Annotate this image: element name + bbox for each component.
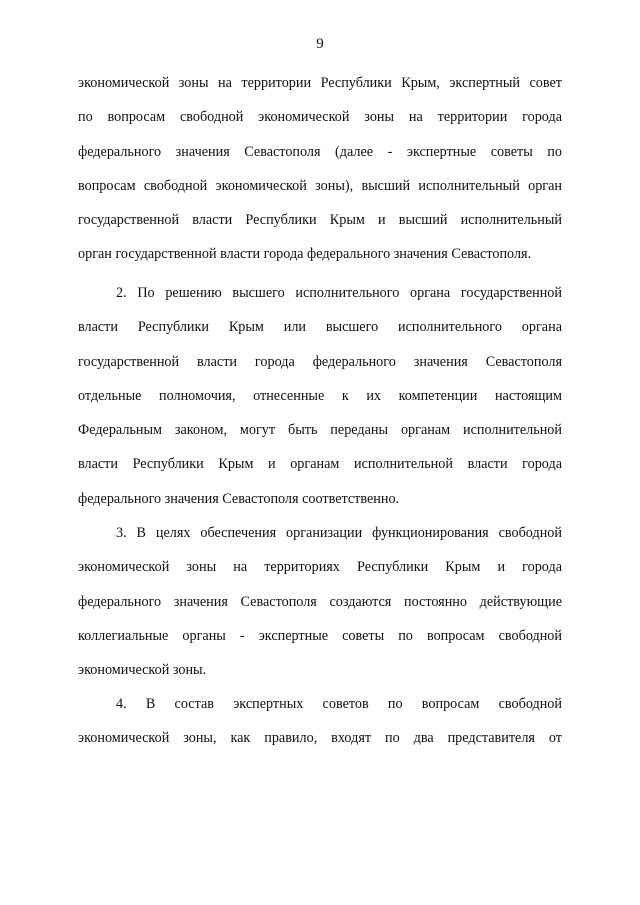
text-line: государственной власти города федерального значения Севастополя xyxy=(78,353,562,370)
text-line: экономической зоны на территориях Республики Крым и города xyxy=(78,559,562,576)
text-line: 4. В состав экспертных советов по вопросам свободной xyxy=(116,696,562,712)
text-line: коллегиальные органы - экспертные советы по вопросам свободной xyxy=(78,627,562,644)
paragraph-item-4 xyxy=(78,687,562,756)
text-line: экономической зоны, как правило, входят по два представителя от xyxy=(78,730,562,747)
text-line: 2. По решению высшего исполнительного органа государственной xyxy=(116,285,562,301)
text-line: по вопросам свободной экономической зоны на территории города xyxy=(78,109,562,126)
text-line: Федеральным законом, могут быть переданы органам исполнительной xyxy=(78,422,562,439)
paragraph-continuation xyxy=(78,66,562,272)
text-line: отдельные полномочия, отнесенные к их компетенции настоящим xyxy=(78,387,562,404)
text-line: экономической зоны. xyxy=(78,662,207,679)
text-line: вопросам свободной экономической зоны), высший исполнительный орган xyxy=(78,177,562,194)
text-line: 3. В целях обеспечения организации функционирования свободной xyxy=(116,525,562,541)
text-line: власти Республики Крым и органам исполнительной власти города xyxy=(78,456,562,473)
text-line: федерального значения Севастополя создаются постоянно действующие xyxy=(78,593,562,610)
text-line: экономической зоны на территории Республики Крым, экспертный совет xyxy=(78,75,562,91)
text-line: федерального значения Севастополя соответственно. xyxy=(78,490,400,507)
text-line: государственной власти Республики Крым и высший исполнительный xyxy=(78,212,562,229)
paragraph-item-3 xyxy=(78,516,562,687)
page-number: 9 xyxy=(316,36,324,52)
text-line: федерального значения Севастополя (далее - экспертные советы по xyxy=(78,143,562,160)
text-line: орган государственной власти города федерального значения Севастополя. xyxy=(78,246,532,263)
text-line: власти Республики Крым или высшего исполнительного органа xyxy=(78,319,562,336)
paragraph-item-2 xyxy=(78,276,562,516)
